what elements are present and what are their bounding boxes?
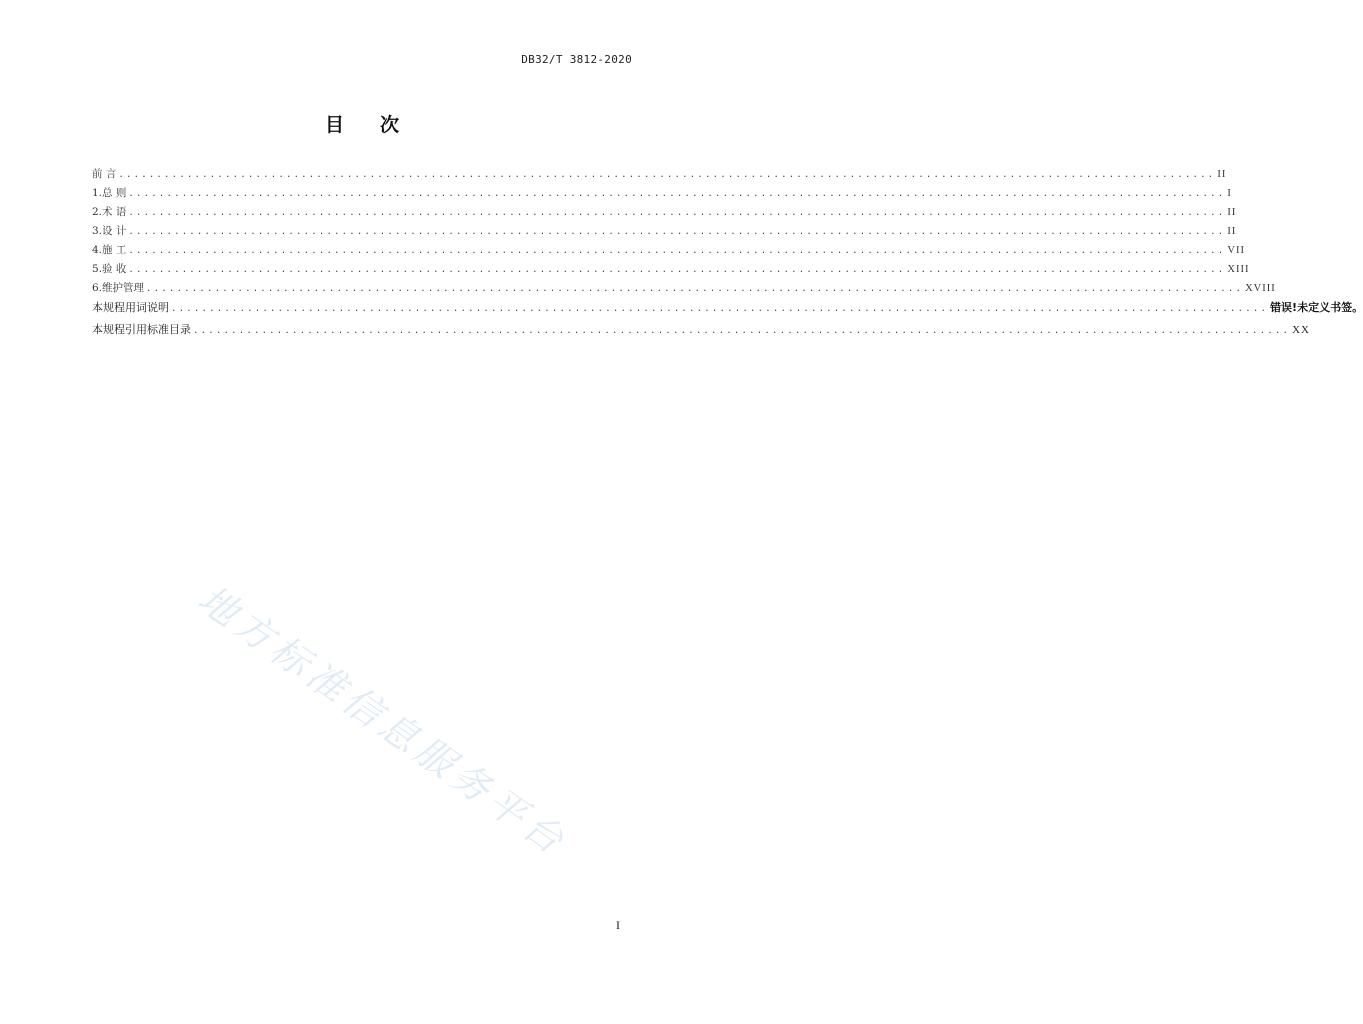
dot-leader: ................................................................................................................................................	[171, 304, 1269, 314]
toc-entry-label: 4.施 工	[92, 244, 127, 256]
toc-entry-page: XIII	[1227, 264, 1250, 275]
toc-entry-page: VII	[1227, 245, 1245, 256]
standard-code: DB32/T 3812-2020	[521, 53, 632, 66]
toc-title-part2: 次	[380, 114, 400, 136]
toc-entry-preface[interactable]	[92, 166, 1227, 185]
toc-entry-page: XVIII	[1245, 283, 1276, 294]
toc-entry-wording-explanation[interactable]	[92, 299, 1363, 321]
table-of-contents	[92, 166, 1363, 343]
toc-entry-terms[interactable]	[92, 204, 1237, 223]
toc-entry-page: II	[1227, 226, 1237, 237]
toc-title-part1: 目	[324, 114, 344, 136]
toc-entry-label: 本规程引用标准目录	[92, 323, 191, 336]
dot-leader: ................................................................................................................................................	[193, 326, 1291, 336]
toc-entry-general[interactable]	[92, 185, 1232, 204]
dot-leader: ................................................................................................................................................	[128, 246, 1226, 256]
watermark: 地方标准信息服务平台	[190, 576, 576, 866]
dot-leader: ................................................................................................................................................	[128, 227, 1226, 237]
toc-entry-label: 3.设 计	[92, 225, 127, 237]
toc-entry-acceptance[interactable]	[92, 261, 1250, 280]
dot-leader: ................................................................................................................................................	[128, 208, 1226, 218]
dot-leader: ................................................................................................................................................	[118, 170, 1216, 180]
toc-entry-page: II	[1227, 207, 1237, 218]
toc-entry-construction[interactable]	[92, 242, 1245, 261]
toc-entry-label: 前 言	[92, 168, 117, 180]
toc-entry-label: 5.验 收	[92, 263, 127, 275]
toc-entry-design[interactable]	[92, 223, 1237, 242]
dot-leader: ................................................................................................................................................	[128, 265, 1226, 275]
toc-entry-page: I	[1227, 188, 1232, 199]
toc-entry-page: II	[1217, 169, 1227, 180]
dot-leader: ................................................................................................................................................	[146, 284, 1244, 294]
toc-entry-page-error: 错误!未定义书签。	[1270, 301, 1363, 314]
toc-entry-page: XX	[1292, 324, 1310, 336]
toc-title	[0, 110, 724, 137]
toc-entry-label: 本规程用词说明	[92, 301, 169, 314]
toc-entry-cited-standards[interactable]	[92, 321, 1310, 343]
toc-entry-label: 2.术 语	[92, 206, 127, 218]
toc-entry-maintenance[interactable]	[92, 280, 1276, 299]
page-number: I	[616, 918, 620, 932]
dot-leader: ................................................................................................................................................	[128, 189, 1226, 199]
toc-entry-label: 6.维护管理	[92, 282, 145, 294]
toc-entry-label: 1.总 则	[92, 187, 127, 199]
